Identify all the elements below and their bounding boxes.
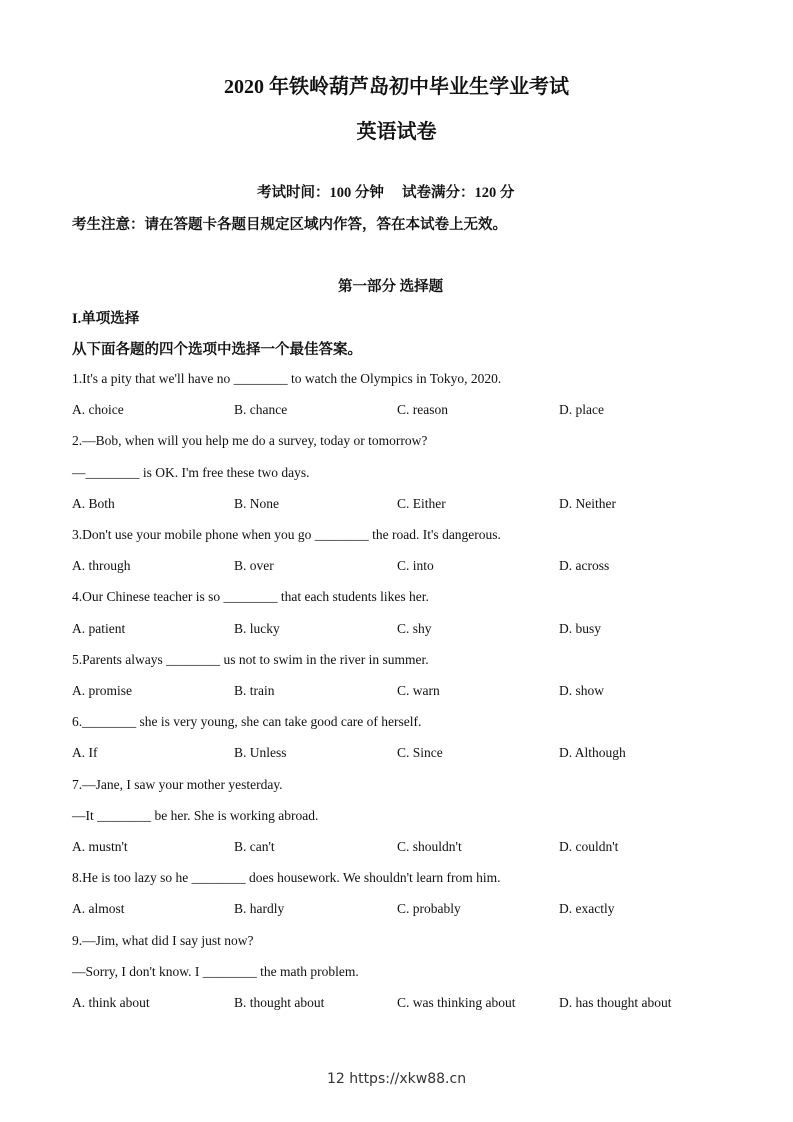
question-5-option-c: C. warn [397,683,440,698]
question-8-option-b: B. hardly [234,901,285,916]
question-4-option-a: A. patient [72,621,126,636]
question-2-option-b: B. None [234,496,279,511]
question-7-option-b: B. can't [234,839,275,854]
footer-watermark: 12 https://xkw88.cn [326,1071,467,1087]
question-3-option-b: B. over [234,558,274,573]
question-4-option-d: D. busy [559,621,602,636]
question-4-option-b: B. lucky [234,621,280,636]
section-instruction: 从下面各题的四个选项中选择一个最佳答案。 [72,342,362,358]
question-4-option-c: C. shy [397,621,432,636]
section-heading: I.单项选择 [72,311,140,327]
question-1-line: 1.It's a pity that we'll have no ________ to watch the Olympics in Tokyo, 2020. [72,371,502,386]
question-9-option-c: C. was thinking about [397,995,516,1010]
question-9-option-d: D. has thought about [559,995,672,1010]
exam-notice: 考生注意：请在答题卡各题目规定区域内作答，答在本试卷上无效。 [72,217,507,233]
question-9-line: —Sorry, I don't know. I ________ the math problem. [72,964,359,979]
question-6-line: 6.________ she is very young, she can take good care of herself. [72,714,422,729]
question-5-option-d: D. show [559,683,605,698]
question-3-option-c: C. into [397,558,434,573]
question-9-option-a: A. think about [72,995,150,1010]
question-2-line: 2.—Bob, when will you help me do a survey, today or tomorrow? [72,433,428,448]
question-6-option-b: B. Unless [234,745,287,760]
question-8-line: 8.He is too lazy so he ________ does housework. We shouldn't learn from him. [72,870,501,885]
question-8-option-a: A. almost [72,901,125,916]
question-6-option-d: D. Although [559,745,626,760]
question-1-option-c: C. reason [397,402,448,417]
question-8-option-c: C. probably [397,901,461,916]
question-7-line: —It ________ be her. She is working abroad. [72,808,319,823]
question-1-option-a: A. choice [72,402,124,417]
question-7-option-c: C. shouldn't [397,839,462,854]
question-6-option-c: C. Since [397,745,443,760]
question-2-option-c: C. Either [397,496,446,511]
question-9-line: 9.—Jim, what did I say just now? [72,933,254,948]
question-2-option-a: A. Both [72,496,115,511]
question-3-line: 3.Don't use your mobile phone when you go ________ the road. It's dangerous. [72,527,501,542]
exam-subtitle: 英语试卷 [356,121,437,143]
question-8-option-d: D. exactly [559,901,615,916]
question-2-option-d: D. Neither [559,496,616,511]
part-title: 第一部分 选择题 [338,279,444,295]
question-7-option-a: A. mustn't [72,839,128,854]
question-1-option-d: D. place [559,402,604,417]
question-7-line: 7.—Jane, I saw your mother yesterday. [72,777,283,792]
exam-info: 考试时间：100 分钟 试卷满分：120 分 [257,185,515,201]
question-6-option-a: A. If [72,745,98,760]
question-4-line: 4.Our Chinese teacher is so ________ that each students likes her. [72,589,429,604]
question-5-option-a: A. promise [72,683,132,698]
question-3-option-a: A. through [72,558,131,573]
question-2-line: —________ is OK. I'm free these two days. [72,465,310,480]
question-3-option-d: D. across [559,558,610,573]
question-5-line: 5.Parents always ________ us not to swim in the river in summer. [72,652,429,667]
question-1-option-b: B. chance [234,402,288,417]
question-7-option-d: D. couldn't [559,839,619,854]
question-5-option-b: B. train [234,683,275,698]
exam-title: 2020 年铁岭葫芦岛初中毕业生学业考试 [224,76,569,98]
question-9-option-b: B. thought about [234,995,325,1010]
